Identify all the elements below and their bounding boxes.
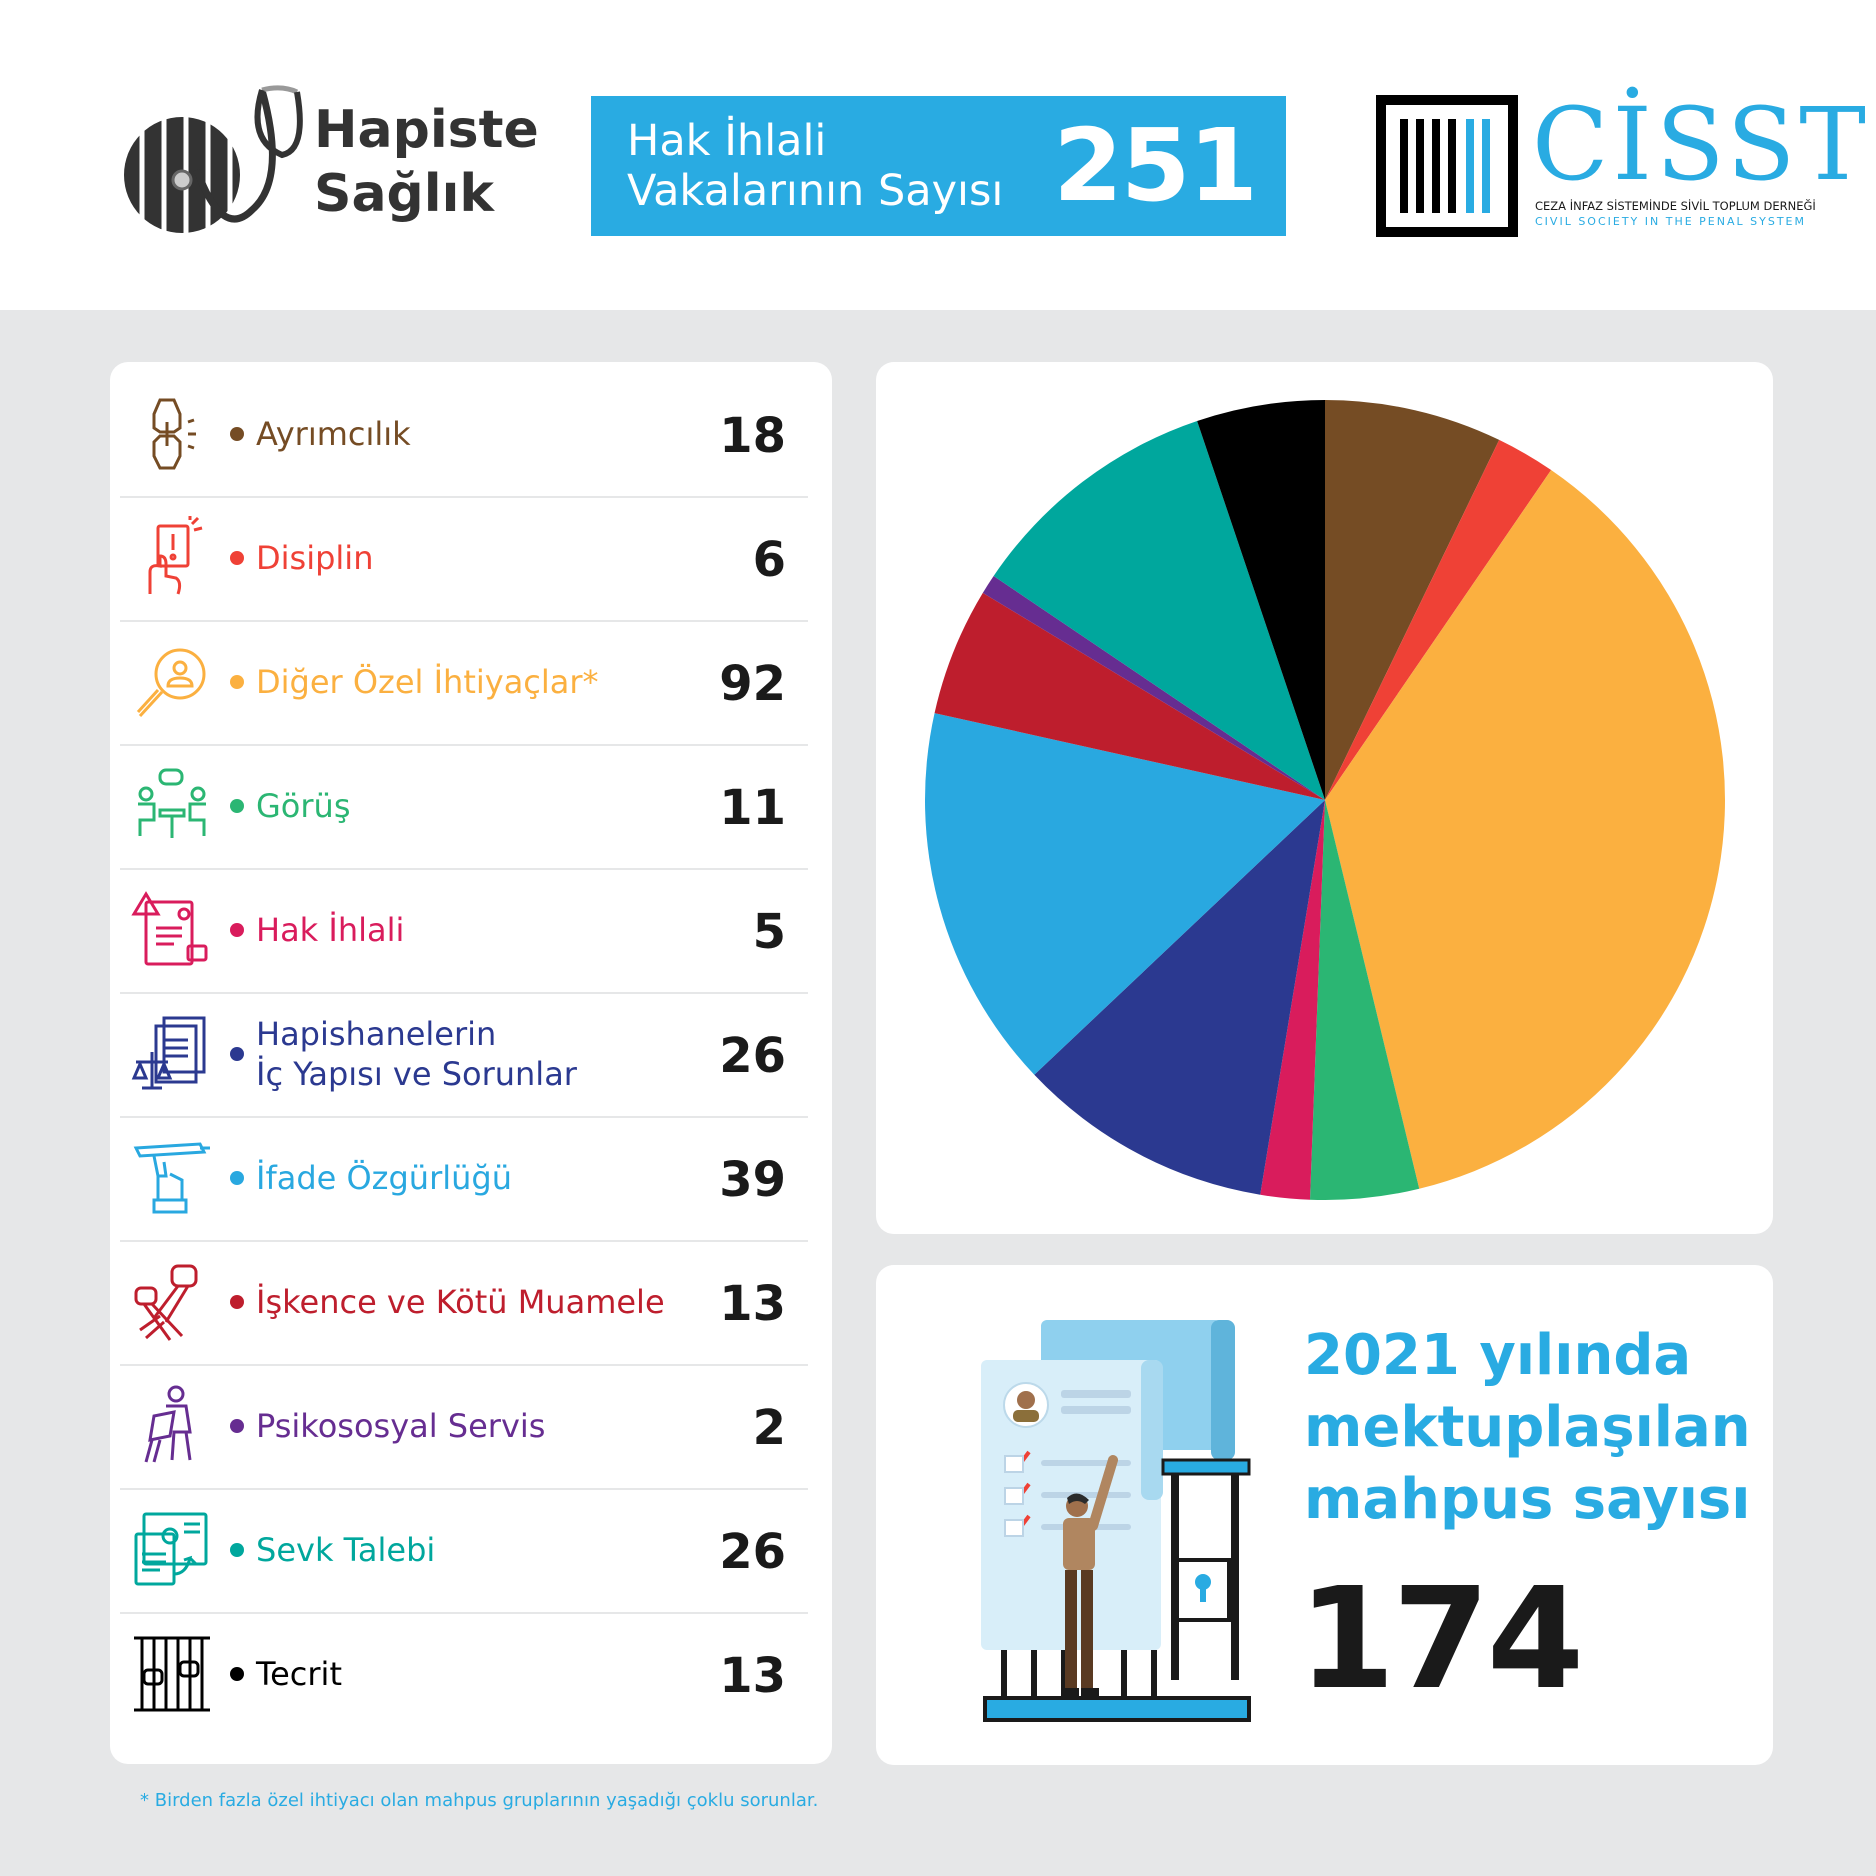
legend-dot (230, 1543, 244, 1557)
category-label: Hak İhlali (256, 911, 405, 949)
list-item (120, 1364, 808, 1490)
stethoscope-bars-logo-icon (112, 80, 312, 240)
org-subtitle-tr: CEZA İNFAZ SİSTEMİNDE SİVİL TOPLUM DERNEĞİ (1535, 199, 1816, 213)
category-label: Hapishanelerin İç Yapısı ve Sorunlar (256, 1015, 577, 1093)
brand-title: Hapiste Sağlık (314, 100, 539, 224)
category-value: 13 (719, 1648, 786, 1704)
legend-dot (230, 1047, 244, 1061)
legend-dot (230, 923, 244, 937)
footnote: * Birden fazla özel ihtiyacı olan mahpus gruplarının yaşadığı çoklu sorunlar. (140, 1790, 819, 1811)
category-value: 11 (719, 780, 786, 836)
category-label: Psikososyal Servis (256, 1407, 546, 1445)
list-item (120, 868, 808, 994)
category-label: Sevk Talebi (256, 1531, 436, 1569)
category-label: İşkence ve Kötü Muamele (256, 1283, 665, 1321)
list-item (120, 620, 808, 746)
category-label: Diğer Özel İhtiyaçlar* (256, 663, 599, 701)
category-value: 39 (719, 1152, 786, 1208)
list-item (120, 744, 808, 870)
category-label: İfade Özgürlüğü (256, 1159, 512, 1197)
category-value: 13 (719, 1276, 786, 1332)
legend-dot (230, 1171, 244, 1185)
chain-link-icon (130, 392, 214, 476)
category-label: Görüş (256, 787, 351, 825)
category-label: Disiplin (256, 539, 374, 577)
category-list-card (110, 362, 832, 1764)
pie-chart-card (876, 362, 1773, 1234)
raised-fists-icon (130, 1260, 214, 1344)
category-value: 26 (719, 1028, 786, 1084)
hand-pen-icon (130, 1136, 214, 1220)
list-item (120, 372, 808, 498)
list-item (120, 1488, 808, 1614)
category-label: Tecrit (256, 1655, 342, 1693)
alert-document-icon (130, 888, 214, 972)
legend-dot (230, 551, 244, 565)
transfer-form-icon (130, 1508, 214, 1592)
category-value: 5 (752, 904, 786, 960)
list-item (120, 1612, 808, 1736)
banner-label: Hak İhlali Vakalarının Sayısı (627, 116, 1004, 216)
seated-person-icon (130, 1384, 214, 1468)
category-value: 26 (719, 1524, 786, 1580)
category-value: 92 (719, 656, 786, 712)
legend-dot (230, 1667, 244, 1681)
legend-dot (230, 1419, 244, 1433)
pie-chart (876, 362, 1773, 1234)
total-cases-value: 251 (1053, 107, 1256, 224)
cisst-prison-bars-logo-icon (1376, 95, 1518, 237)
prison-bars-icon (130, 1632, 214, 1716)
category-value: 2 (752, 1400, 786, 1456)
list-item (120, 992, 808, 1118)
legend-dot (230, 799, 244, 813)
header (0, 0, 1876, 310)
list-item (120, 496, 808, 622)
legend-dot (230, 675, 244, 689)
category-value: 6 (752, 532, 786, 588)
category-value: 18 (719, 408, 786, 464)
meeting-table-icon (130, 764, 214, 848)
list-item (120, 1240, 808, 1366)
org-name: CİSST (1532, 86, 1870, 203)
magnifier-person-icon (130, 640, 214, 724)
warning-card-hand-icon (130, 516, 214, 600)
total-cases-banner (591, 96, 1286, 236)
list-item (120, 1116, 808, 1242)
legend-dot (230, 1295, 244, 1309)
letters-stat-card (876, 1265, 1773, 1765)
category-label: Ayrımcılık (256, 415, 411, 453)
legend-dot (230, 427, 244, 441)
law-documents-icon (130, 1012, 214, 1096)
org-subtitle-en: CIVIL SOCIETY IN THE PENAL SYSTEM (1535, 215, 1806, 228)
letters-stat-value: 174 (1298, 1558, 1582, 1721)
prisoner-letter-illustration-icon (981, 1320, 1281, 1730)
letters-stat-label: 2021 yılında mektuplaşılan mahpus sayısı (1304, 1323, 1751, 1532)
